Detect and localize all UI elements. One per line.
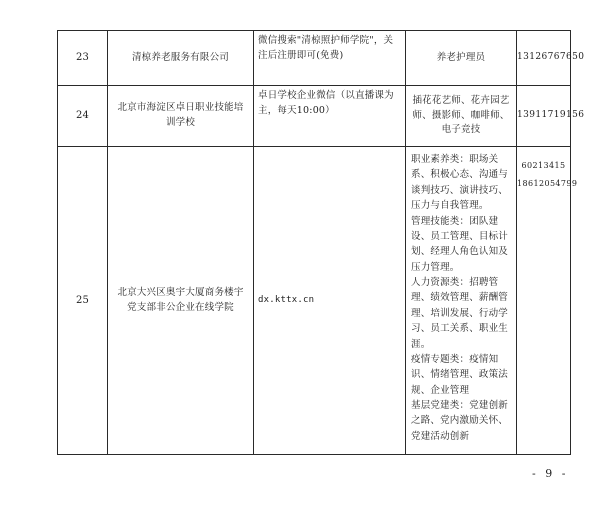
course-category: 职业素养类：职场关系、积极心态、沟通与谈判技巧、演讲技巧、压力与自我管理。: [411, 154, 509, 212]
access-method: 卓日学校企业微信（以直播课为主，每天10:00）: [254, 86, 406, 147]
access-method: 微信搜索"清椋照护师学院"，关注后注册即可(免费): [254, 31, 406, 86]
contact-phone: 13126767650: [517, 31, 571, 86]
access-url: dx.kttx.cn: [258, 295, 315, 306]
table-row: [58, 31, 571, 86]
contact-phone: 13911719156: [517, 86, 571, 147]
contact-phone: [517, 147, 578, 455]
institution-name: 北京市海淀区卓日职业技能培训学校: [108, 86, 254, 147]
table-row: [58, 147, 571, 455]
row-number: 23: [58, 31, 108, 86]
course-content: [406, 147, 517, 455]
page-number: - 9 -: [532, 467, 569, 480]
course-category: 基层党建类：党建创新之路、党内激励关怀、党建活动创新: [411, 400, 509, 442]
course-category: 管理技能类：团队建设、员工管理、目标计划、经理人角色认知及压力管理。: [411, 215, 509, 273]
institution-name: 清椋养老服务有限公司: [108, 31, 254, 86]
course-content: 养老护理员: [406, 31, 517, 86]
course-category: 人力资源类：招聘管理、绩效管理、薪酬管理、培训发展、行动学习、员工关系、职业生涯。: [411, 277, 509, 350]
table-row: [58, 86, 571, 147]
training-institutions-table: [57, 30, 585, 455]
row-number: 24: [58, 86, 108, 147]
institution-name: 北京大兴区奥宇大厦商务楼宇党支部非公企业在线学院: [108, 147, 254, 455]
row-number: 25: [58, 147, 108, 455]
course-category: 疫情专题类：疫情知识、情绪管理、政策法规、企业管理: [411, 353, 509, 396]
phone-landline: 60213415: [521, 161, 566, 170]
phone-mobile: 18612054799: [517, 179, 578, 189]
access-method: [254, 147, 406, 455]
course-content: 插花花艺师、花卉园艺师、摄影师、咖啡师、电子竞技: [406, 86, 517, 147]
